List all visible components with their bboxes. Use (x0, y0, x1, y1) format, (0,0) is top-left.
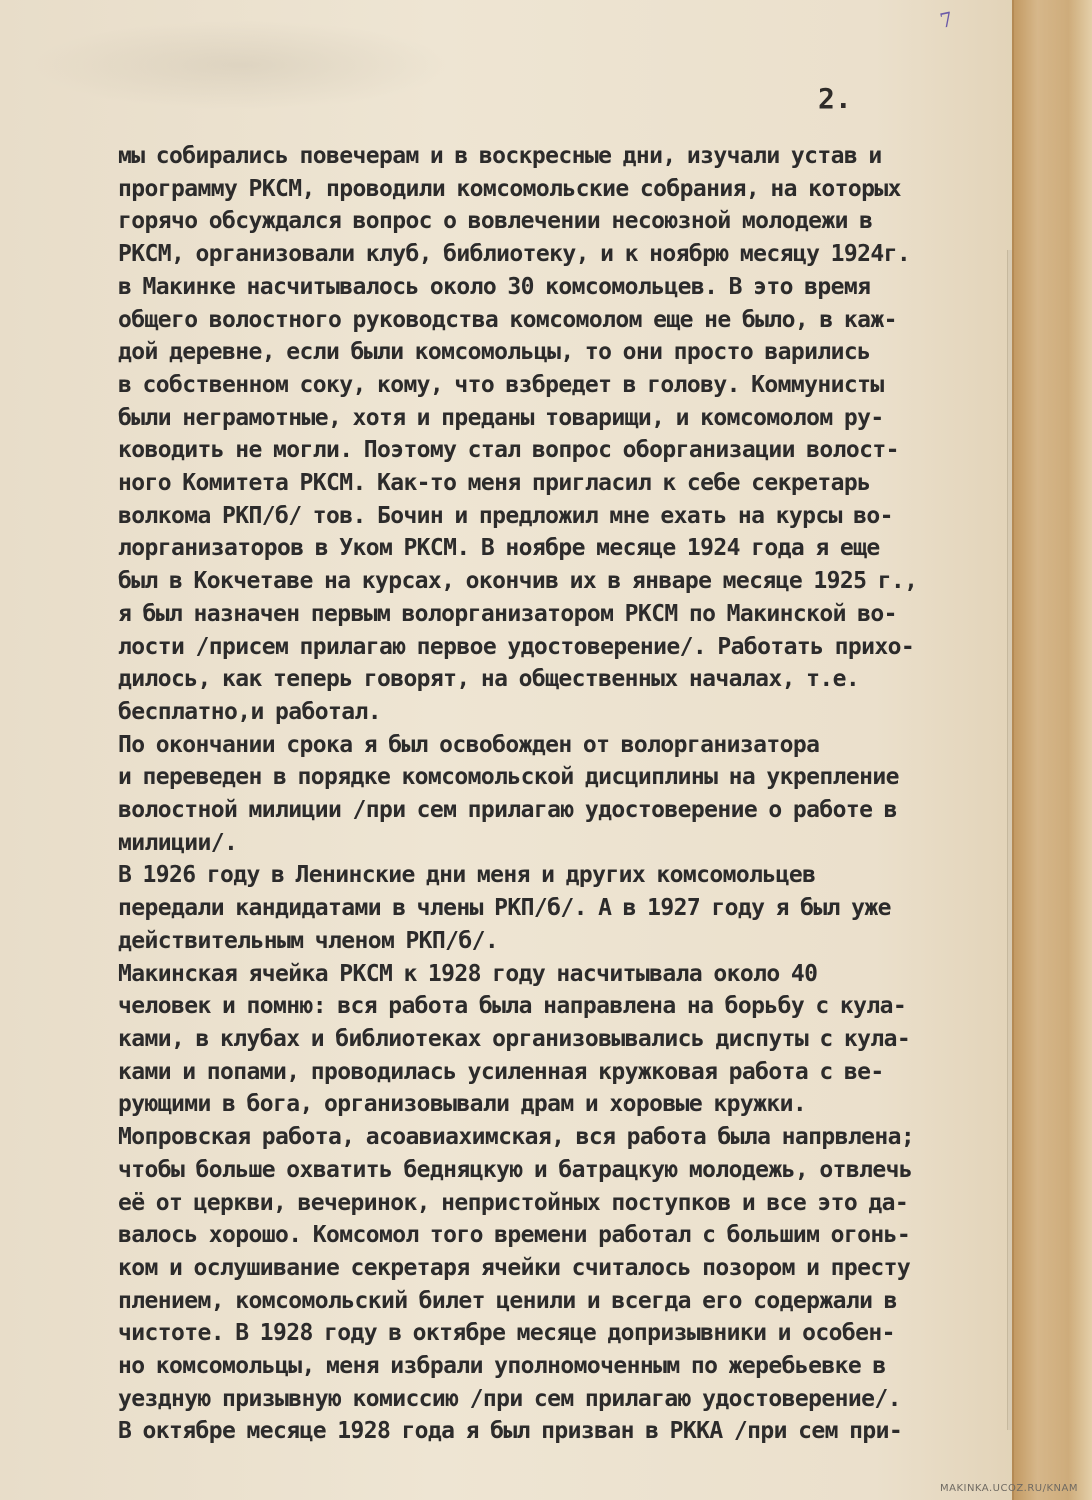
text-line: её от церкви, вечеринок, непристойных поступков и все это да- (118, 1189, 909, 1216)
text-line: лорганизаторов в Уком РКСМ. В ноябре месяце 1924 года я еще (118, 535, 880, 562)
text-line: и переведен в порядке комсомольской дисциплины на укрепление (118, 764, 899, 791)
text-line: ководить не могли. Поэтому стал вопрос оборганизации волост- (118, 437, 899, 464)
handwritten-corner-mark: 7 (937, 6, 956, 34)
text-line: но комсомольцы, меня избрали уполномоченным по жеребьевке в (118, 1353, 886, 1380)
text-line: мы собирались повечерам и в воскресные дни, изучали устав и (118, 143, 882, 169)
page-number: 2. (818, 82, 852, 115)
text-line: ного Комитета РКСМ. Как-то меня пригласил к себе секретарь (118, 470, 871, 497)
text-line: я был назначен первым волорганизатором РКСМ по Макинской во- (118, 600, 897, 627)
text-line: волкома РКП/б/ тов. Бочин и предложил мне ехать на курсы во- (118, 502, 893, 529)
text-line: программу РКСМ, проводили комсомольские собрания, на которых (118, 175, 901, 202)
text-line: передали кандидатами в члены РКП/б/. А в 1927 году я был уже (118, 895, 891, 922)
text-line: бесплатно,и работал. (118, 698, 381, 725)
text-line: дой деревне, если были комсомольцы, то они просто варились (118, 339, 871, 366)
text-line: В октябре месяце 1928 года я был призван в РККА /при сем при- (118, 1418, 903, 1445)
text-line: уездную призывную комиссию /при сем прилагаю удостоверение/. (118, 1385, 901, 1412)
paper-edge (1012, 0, 1092, 1500)
text-line: были неграмотные, хотя и преданы товарищи, и комсомолом ру- (118, 404, 884, 431)
text-line: дилось, как теперь говорят, на общественных началах, т.е. (118, 666, 860, 693)
text-line: чтобы больше охватить бедняцкую и батрацкую молодежь, отвлечь (118, 1156, 913, 1183)
text-line: действительным членом РКП/б/. (118, 927, 499, 954)
text-line: В 1926 году в Ленинские дни меня и других комсомольцев (118, 862, 816, 889)
source-watermark: MAKINKA.UCOZ.RU/KNAM (939, 1483, 1078, 1494)
text-line: По окончании срока я был освобожден от волорганизатора (118, 731, 820, 758)
text-line: в Макинке насчитывалось около 30 комсомольцев. В это время (118, 273, 871, 300)
text-line: Макинская ячейка РКСМ к 1928 году насчитывала около 40 (118, 960, 818, 987)
text-line: лости /присем прилагаю первое удостоверение/. Работать прихо- (118, 633, 915, 660)
text-line: РКСМ, организовали клуб, библиотеку, и к ноябрю месяцу 1924г. (118, 241, 911, 268)
text-line: валось хорошо. Комсомол того времени работал с большим огонь- (118, 1222, 911, 1249)
text-line: рующими в бога, организовывали драм и хоровые кружки. (118, 1091, 807, 1118)
paper-smudge (30, 20, 450, 110)
typewritten-body (118, 140, 998, 1448)
text-line: милиции/. (118, 829, 238, 856)
text-line: ками, в клубах и библиотеках организовывались диспуты с кула- (118, 1025, 911, 1052)
text-line: волостной милиции /при сем прилагаю удостоверение о работе в (118, 797, 897, 824)
text-line: Мопровская работа, асоавиахимская, вся работа была напрвлена; (118, 1124, 915, 1151)
text-line: ками и попами, проводилась усиленная кружковая работа с ве- (118, 1058, 884, 1085)
text-line: чистоте. В 1928 году в октябре месяце допризывники и особен- (118, 1320, 895, 1347)
text-line: горячо обсуждался вопрос о вовлечении несоюзной молодежи в (118, 208, 873, 235)
text-line: плением, комсомольский билет ценили и всегда его содержали в (118, 1287, 897, 1314)
text-line: общего волостного руководства комсомолом еще не было, в каж- (118, 306, 897, 333)
text-line: ком и ослушивание секретаря ячейки считалось позором и престу (118, 1254, 911, 1281)
text-line: был в Кокчетаве на курсах, окончив их в январе месяце 1925 г., (118, 568, 918, 595)
text-line: в собственном соку, кому, что взбредет в голову. Коммунисты (118, 371, 884, 398)
text-line: человек и помню: вся работа была направлена на борьбу с кула- (118, 993, 907, 1020)
